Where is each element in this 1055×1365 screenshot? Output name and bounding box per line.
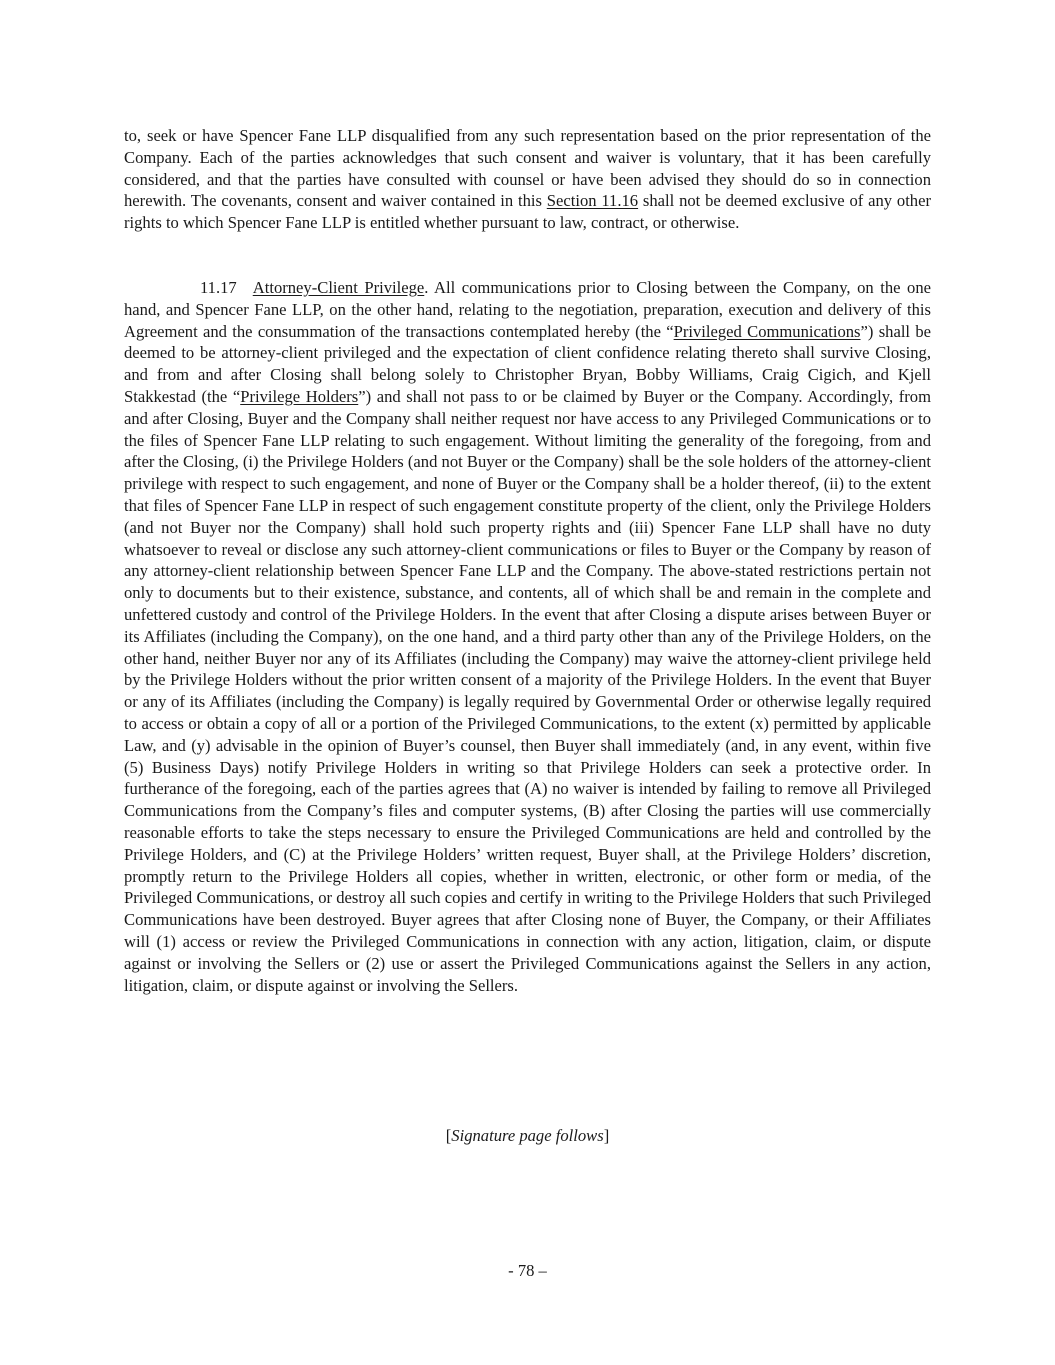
paragraph-1-text-a: to, seek or have Spencer Fane LLP disqualified from any such representation based on the prior representation of the Company. Each of the parties acknowledges that such consent and waiver is voluntary, that it has been carefully considered, and that the parties have consulted with counsel or have been advised they should do so in connection herewith. The covenants, consent and waiver contained in this xyxy=(124,126,931,211)
section-reference: Section 11.16 xyxy=(546,191,639,211)
page-number: - 78 – xyxy=(508,1261,547,1280)
bracket-close: ] xyxy=(603,1126,610,1145)
defined-term-privileged-communications: Privileged Communications xyxy=(673,321,861,341)
paragraph-continuation xyxy=(124,125,931,234)
bracket-open: [ xyxy=(445,1126,452,1145)
paragraph-2-text-c: ”) and shall not pass to or be claimed by Buyer or the Company. Accordingly, from and after Closing, Buyer and the Company shall neither request nor have access to any Privileged Communications or to the files of Spencer Fane LLP relating to such engagement. Without limiting the generality of the foregoing, from and after the Closing, (i) the Privilege Holders (and not Buyer or the Company) shall be the sole holders of the attorney-client privilege with respect to such engagement, and none of Buyer or the Company shall be a holder thereof, (ii) to the extent that files of Spencer Fane LLP in respect of such engagement constitute property of the client, only the Privilege Holders (and not Buyer nor the Company) shall hold such property rights and (iii) Spencer Fane LLP shall have no duty whatsoever to reveal or disclose any such attorney-client communications or files to Buyer or the Company by reason of any attorney-client relationship between Spencer Fane LLP and the Company. The above-stated restrictions pertain not only to documents but to their existence, substance, and contents, all of which shall be and remain in the complete and unfettered custody and control of the Privilege Holders. In the event that after Closing a dispute arises between Buyer or its Affiliates (including the Company), on the one hand, and a third party other than any of the Privilege Holders, on the other hand, neither Buyer nor any of its Affiliates (including the Company) may waive the attorney-client privilege held by the Privilege Holders without the prior written consent of a majority of the Privilege Holders. In the event that Buyer or any of its Affiliates (including the Company) is legally required by Governmental Order or otherwise legally required to access or obtain a copy of all or a portion of the Privileged Communications, to the extent (x) permitted by applicable Law, and (y) advisable in the opinion of Buyer’s counsel, then Buyer shall immediately (and, in any event, within five (5) Business Days) notify Privilege Holders in writing so that Privilege Holders can seek a protective order. In furtherance of the foregoing, each of the parties agrees that (A) no waiver is intended by failing to remove all Privileged Communications from the Company’s files and computer systems, (B) after Closing the parties will use commercially reasonable efforts to take the steps necessary to ensure the Privileged Communications are held and controlled by the Privilege Holders, and (C) at the Privilege Holders’ written request, Buyer shall, at the Privilege Holders’ discretion, promptly return to the Privilege Holders all copies, whether in written, electronic, or other form or media, of the Privileged Communications, or destroy all such copies and certify in writing to the Privilege Holders that such Privileged Communications have been destroyed. Buyer agrees that after Closing none of Buyer, the Company, or their Affiliates will (1) access or review the Privileged Communications in connection with any action, litigation, claim, or dispute against or involving the Sellers or (2) use or assert the Privileged Communications against the Sellers in any action, litigation, claim, or dispute against or involving the Sellers. xyxy=(124,386,931,995)
defined-term-privilege-holders: Privilege Holders xyxy=(240,386,359,406)
paragraph-1-text-b: shall not be deemed exclusive of any other rights to which Spencer Fane LLP is entitled whether pursuant to law, contract, or otherwise. xyxy=(124,191,931,233)
section-11-17-paragraph xyxy=(124,277,931,996)
section-heading: Attorney-Client Privilege xyxy=(252,278,425,297)
paragraph-2-text-a: . All communications prior to Closing between the Company, on the one hand, and Spencer Fane LLP, on the other hand, relating to the negotiation, preparation, execution and delivery of this Agreement and the consummation of the transactions contemplated hereby (the “ xyxy=(124,278,931,341)
signature-note-text: Signature page follows xyxy=(451,1126,604,1145)
section-number: 11.17 xyxy=(200,278,237,297)
paragraph-2-text-b: ”) shall be deemed to be attorney-client privileged and the expectation of client confidence relating thereto shall survive Closing, and from and after Closing shall belong solely to Christopher Bryan, Bobby Williams, Craig Cigich, and Kjell Stakkestad (the “ xyxy=(124,321,931,406)
signature-page-note xyxy=(0,1126,1055,1146)
